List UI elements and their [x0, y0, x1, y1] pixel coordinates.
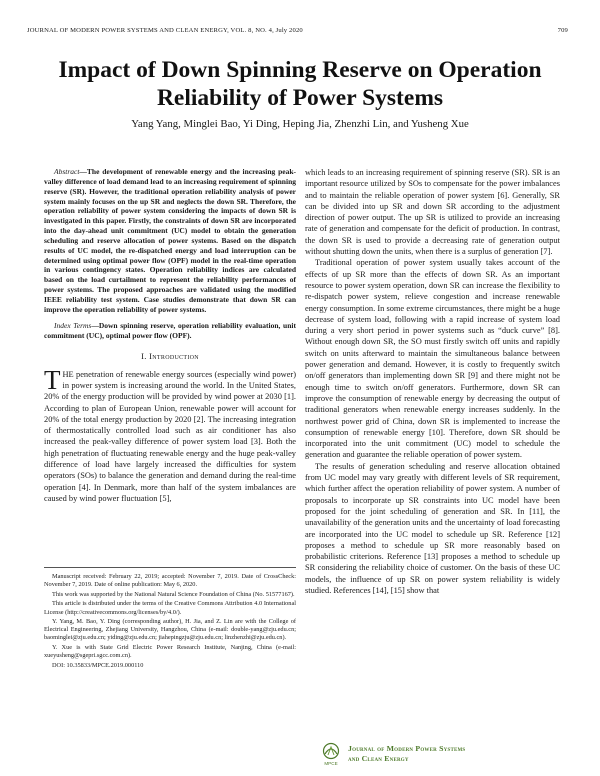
section-title-initial: I [149, 351, 153, 362]
journal-logo-name [348, 744, 465, 764]
emblem-label: MPCE [324, 761, 338, 766]
footnotes [44, 567, 296, 672]
intro-paragraph-text: HE penetration of renewable energy sources (especially wind power) in power system is increasing around the world. In the United States, 20% of the energy production will be provided by wind power at 2030 [1]. According to plan of European Union, renewable power will account for 20% of the total energy production by 2020 [2]. The increasing integration of thermostatically controlled load such as air conditioner has also increased the peak-valley difference of power system load [3]. Both the high penetration of fluctuating renewable energy and the huge peak-valley difference of load have largely increased the difficulties for system operators (SOs) to balance the generation and demand during the real-time operation [4]. In Denmark, more than half of the system imbalances are caused by wind power fluctuation [5], [44, 369, 296, 503]
mpce-emblem-icon [320, 742, 342, 766]
abstract [44, 167, 296, 315]
abstract-label: Abstract [54, 167, 80, 176]
section-heading-introduction [44, 351, 296, 362]
section-title-rest: ntroduction [152, 351, 199, 362]
page-number: 709 [557, 27, 568, 34]
footnote-doi: DOI: 10.35833/MPCE.2019.000110 [52, 661, 144, 669]
intro-paragraph [44, 364, 296, 505]
index-terms [44, 321, 296, 341]
footnote-affiliation-zju: Y. Yang, M. Bao, Y. Ding (corresponding author), H. Jia, and Z. Lin are with the College of Electrical Engineering, Zhejiang University, Hangzhou, China (e-mail: double-yang@zju.edu.cn; baominglei@zju.edu.cn; yiding@zju.edu.cn; jiahepingzju@zju.edu.cn; linzhenzhi@zju.edu.cn). [44, 618, 296, 642]
footnote-funding: This work was supported by the National Natural Science Foundation of China (No. 51577167). [52, 590, 295, 598]
body-paragraph: The results of generation scheduling and reserve allocation obtained from UC model may vary greatly with different levels of SR requirement, which further affect the operation reliability of power system. A number of proposals to incorporate up SR constraints into UC model have been proposed for the joint scheduling of generation and SR. In [11], the unavailability of the generation units and the uncertainty of load forecasting are incorporated into the UC model to schedule up SR. Reference [12] proposes a method to schedule up SR more reasonably based on probabilistic criterions. Reference [13] proposes a method to schedule up SR considering the reliability choice of customer. On the basis of these UC models, the influence of up SR on power system reliability is widely studied. References [14], [15] show that [305, 461, 560, 595]
author-list: Yang Yang, Minglei Bao, Yi Ding, Heping Jia, Zhenzhi Lin, and Yusheng Xue [131, 118, 469, 130]
journal-logo-line1: Journal of Modern Power Systems [348, 744, 466, 753]
journal-citation: JOURNAL OF MODERN POWER SYSTEMS AND CLEAN ENERGY, VOL. 8, NO. 4, July 2020 [27, 27, 303, 34]
index-terms-text: Down spinning reserve, operation reliability evaluation, unit commitment (UC), optimal power flow (OPF). [44, 320, 296, 340]
paper-title: Impact of Down Spinning Reserve on Operation Reliability of Power Systems [58, 57, 542, 111]
footnote-manuscript: Manuscript received: February 22, 2019; accepted: November 7, 2019. Date of CrossCheck: November 7, 2019. Date of online publication: May 6, 2020. [44, 573, 296, 589]
body-paragraph: Traditional operation of power system usually takes account of the effects of up SR more than the effects of down SR. As an important resource to power system operation, down SR can increase the flexibility to re-dispatch power system, relieve congestion and increase renewable energy consumption. In some extreme circumstances, there might be a huge decrease of system load, following with a rapid increase of system load during a very short period in power systems such as “duck curve” [8]. Without enough down SR, the SO must firstly switch off units and rapidly switch on units afterward to maintain the simultaneous balance between power generation and demand. However, it is costly to frequently switch on/off generators than implementing down SR [9] and there might not be enough time to switch on/off generators. Furthermore, down SR can improve the consumption of renewable energy by decreasing the output of traditional generators when renewable energy increases suddenly. In the northwest power grid of China, down SR is implemented to increase the consumption of renewable energy [10]. Therefore, down SR should be incorporated into the unit commitment (UC) model to schedule the generation and guarantee the reliable operation of power system. [305, 258, 560, 460]
footnote-affiliation-sgepri: Y. Xue is with State Grid Electric Power Research Institute, Nanjing, China (e-mail: xueyusheng@sgepri.sgcc.com.cn). [44, 644, 296, 660]
running-header [27, 27, 568, 34]
right-column [305, 167, 560, 596]
abstract-dash: — [79, 167, 87, 176]
footnote-license: This article is distributed under the terms of the Creative Commons Attribution 4.0 International License (http://creativecommons.org/licenses/by/4.0/). [44, 600, 296, 616]
body-paragraph: which leads to an increasing requirement of spinning reserve (SR). SR is an important resource utilized by SOs to compensate for the power imbalances and to maintain the reliable operation of power system [6]. Generally, SR can be divided into up SR and down SR according to the adjustment direction of power output. The up SR is utilized to provide an increasing rate of generation and compensate for the deficit of production. In contrast, the down SR is used to provide a decreasing rate of generation output without shutting down the units, when there is a surplus of generation [7]. [305, 168, 560, 257]
drop-cap: T [44, 364, 61, 395]
index-terms-dash: — [91, 320, 99, 330]
section-number: I. [141, 351, 150, 362]
journal-logo-line2: and Clean Energy [348, 754, 409, 763]
abstract-text: The development of renewable energy and the increasing peak-valley difference of load demand lead to an increasing requirement of spinning reserve (SR). However, the traditional operation reliability analysis of power system mainly focuses on the up SR and neglects the down SR. Therefore, the operation reliability of power system considering the impacts of down SR is investigated in this paper. Firstly, the constraints of down SR are incorporated into the day-ahead unit commitment (UC) model to obtain the generation scheduling and reserve allocation of power systems. Based on the dispatch results of UC model, the re-dispatched energy and load interruption can be determined using optimal power flow (OPF) model in the real-time operation in various contingency states. Operation reliability indices are calculated based on the load curtailment to represent the reliability performances of power systems. The proposed approaches are validated using the modified IEEE reliability test system. Case studies demonstrate that down SR can improve the operation reliability of power systems. [44, 167, 296, 314]
index-terms-label: Index Terms [54, 320, 92, 330]
journal-logo [320, 742, 540, 768]
left-column [44, 167, 296, 504]
